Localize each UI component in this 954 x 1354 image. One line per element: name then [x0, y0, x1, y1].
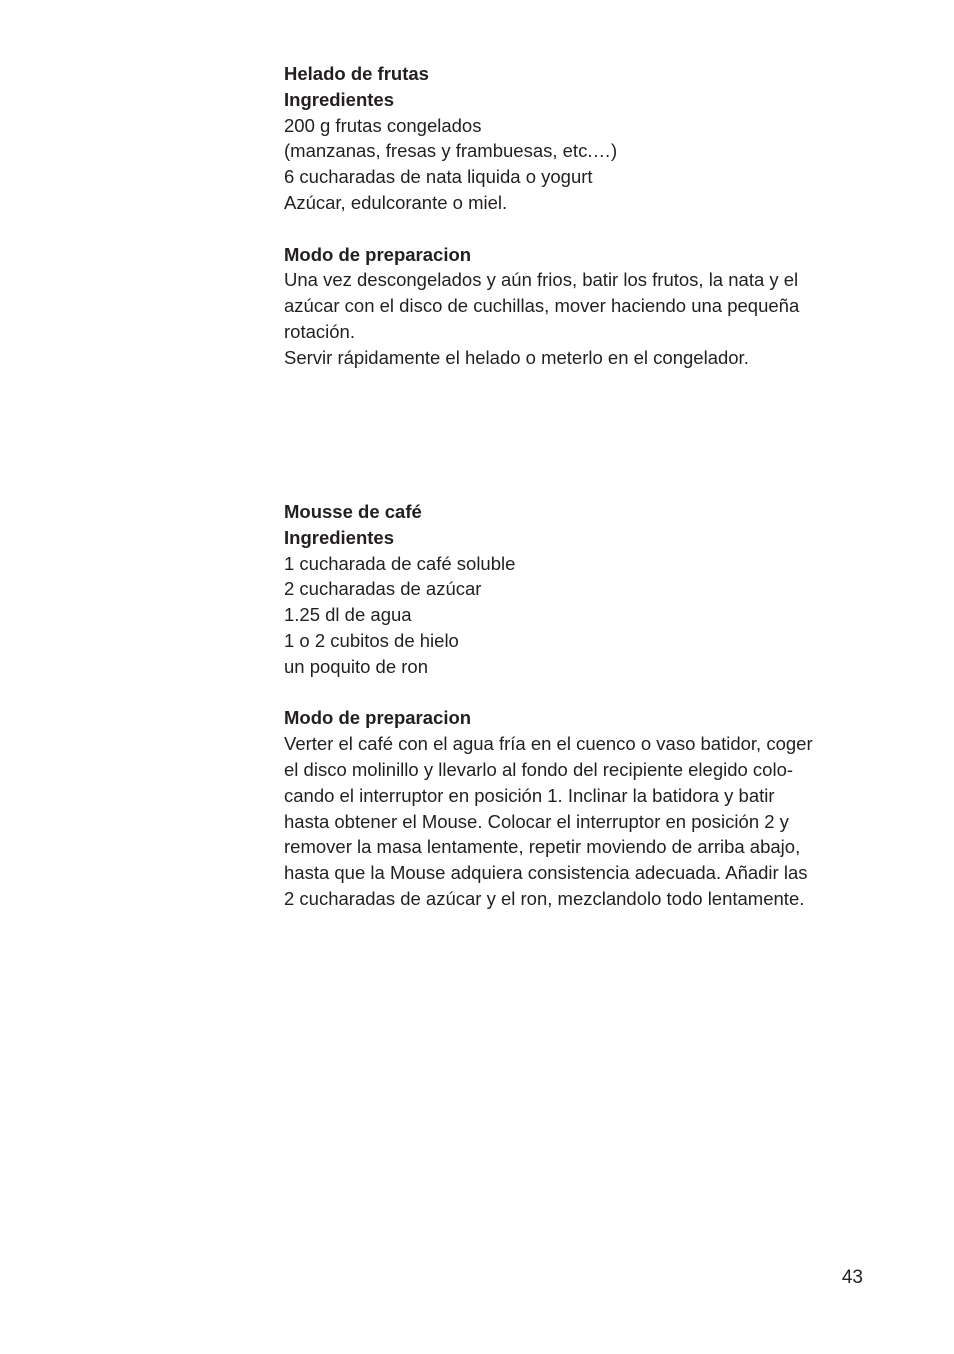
method-line: hasta que la Mouse adquiera consistencia adecuada. Añadir las — [284, 862, 808, 884]
ingredients-heading: Ingredientes — [284, 526, 394, 548]
recipe-title: Helado de frutas — [284, 63, 429, 84]
method-line: el disco molinillo y llevarlo al fondo del recipiente elegido colo- — [284, 758, 794, 780]
ingredient-item: 1.25 dl de agua — [284, 604, 412, 626]
ingredient-item: (manzanas, fresas y frambuesas, etc.…) — [284, 140, 618, 162]
ingredient-item: 1 o 2 cubitos de hielo — [284, 629, 459, 651]
ingredient-item: 6 cucharadas de nata liquida o yogurt — [284, 166, 593, 188]
ingredients-list — [284, 113, 864, 216]
method-line: hasta obtener el Mouse. Colocar el interruptor en posición 2 y — [284, 810, 789, 832]
recipe-mousse-de-cafe — [284, 499, 864, 912]
ingredient-item: 2 cucharadas de azúcar — [284, 578, 482, 600]
method-heading: Modo de preparacion — [284, 707, 472, 729]
ingredient-item: 1 cucharada de café soluble — [284, 552, 516, 574]
ingredients-list — [284, 551, 864, 680]
method-line: Una vez descongelados y aún frios, batir los frutos, la nata y el — [284, 269, 799, 291]
recipe-helado-de-frutas — [284, 61, 864, 371]
method-line: Verter el café con el agua fría en el cuenco o vaso batidor, coger — [284, 733, 813, 755]
method-line: rotación. — [284, 320, 355, 342]
method-text — [284, 731, 864, 912]
ingredient-item: un poquito de ron — [284, 655, 429, 677]
method-line: cando el interruptor en posición 1. Inclinar la batidora y batir — [284, 784, 775, 806]
ingredient-item: Azúcar, edulcorante o miel. — [284, 191, 508, 213]
method-line: remover la masa lentamente, repetir moviendo de arriba abajo, — [284, 836, 801, 858]
method-text — [284, 267, 864, 370]
method-line: azúcar con el disco de cuchillas, mover haciendo una pequeña — [284, 295, 800, 317]
method-heading: Modo de preparacion — [284, 243, 472, 265]
method-line: 2 cucharadas de azúcar y el ron, mezclandolo todo lentamente. — [284, 887, 805, 909]
method-line: Servir rápidamente el helado o meterlo en el congelador. — [284, 346, 749, 368]
recipe-title: Mousse de café — [284, 501, 422, 522]
ingredient-item: 200 g frutas congelados — [284, 114, 482, 136]
spacer — [284, 680, 864, 706]
ingredients-heading: Ingredientes — [284, 88, 394, 110]
spacer — [284, 216, 864, 242]
page-number: 43 — [841, 1267, 863, 1288]
